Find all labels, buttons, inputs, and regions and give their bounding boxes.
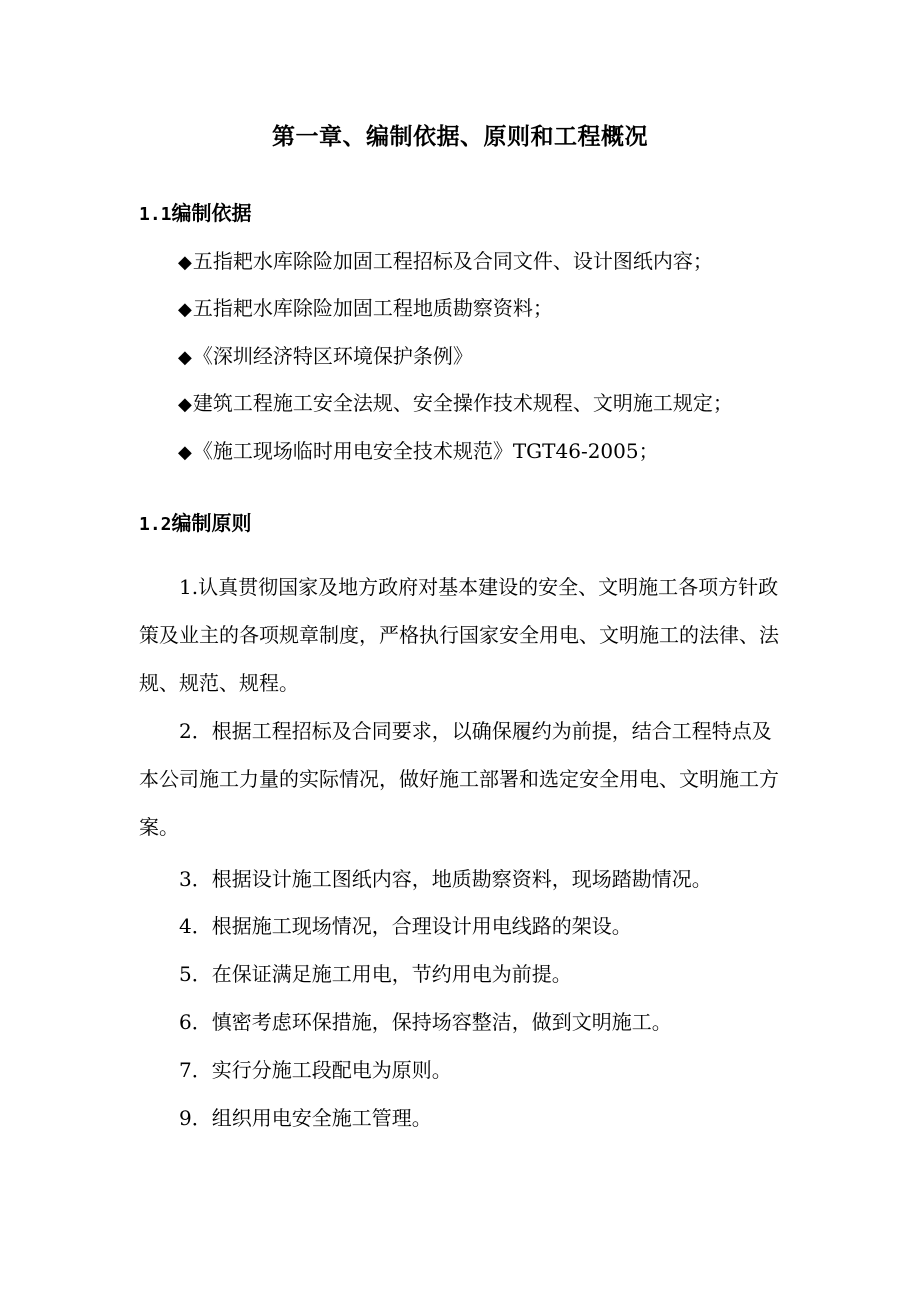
principle-paragraph: 1.认真贯彻国家及地方政府对基本建设的安全、文明施工各项方针政策及业主的各项规章制度，严格执行国家安全用电、文明施工的法律、法规、规范、规程。 (139, 575, 779, 695)
diamond-bullet-icon: ◆ (178, 347, 192, 368)
chapter-title: 第一章、编制依据、原则和工程概况 (272, 124, 648, 150)
principle-line: 9．组织用电安全施工管理。 (179, 1106, 432, 1130)
basis-item-text: 《深圳经济特区环境保护条例》 (192, 344, 473, 368)
diamond-bullet-icon: ◆ (178, 252, 192, 273)
principle-line: 7．实行分施工段配电为原则。 (179, 1058, 452, 1082)
principle-paragraph: 2．根据工程招标及合同要求，以确保履约为前提，结合工程特点及本公司施工力量的实际情况，做好施工部署和选定安全用电、文明施工方案。 (139, 719, 779, 839)
principle-line: 6．慎密考虑环保措施，保持场容整洁，做到文明施工。 (179, 1010, 672, 1034)
basis-item-text: 《施工现场临时用电安全技术规范》TGT46-2005； (192, 439, 659, 463)
section-number: 1.1 (139, 204, 172, 225)
principle-line: 4．根据施工现场情况，合理设计用电线路的架设。 (179, 914, 632, 938)
diamond-bullet-icon: ◆ (178, 442, 192, 463)
basis-item-text: 建筑工程施工安全法规、安全操作技术规程、文明施工规定； (192, 391, 733, 415)
section-heading-1-1 (139, 197, 252, 226)
basis-item-text: 五指耙水库除险加固工程招标及合同文件、设计图纸内容； (192, 249, 713, 273)
basis-item (178, 292, 553, 321)
basis-item (178, 387, 733, 416)
basis-item (178, 340, 473, 369)
diamond-bullet-icon: ◆ (178, 299, 192, 320)
section-label: 编制原则 (171, 511, 252, 535)
principle-line: 3．根据设计施工图纸内容，地质勘察资料，现场踏勘情况。 (179, 867, 712, 891)
section-number: 1.2 (139, 514, 172, 535)
basis-item (178, 245, 713, 274)
principle-line: 5．在保证满足施工用电，节约用电为前提。 (179, 962, 572, 986)
section-label: 编制依据 (171, 201, 252, 225)
basis-item-text: 五指耙水库除险加固工程地质勘察资料； (192, 296, 553, 320)
section-heading-1-2 (139, 507, 252, 536)
basis-item (178, 435, 659, 464)
diamond-bullet-icon: ◆ (178, 394, 192, 415)
